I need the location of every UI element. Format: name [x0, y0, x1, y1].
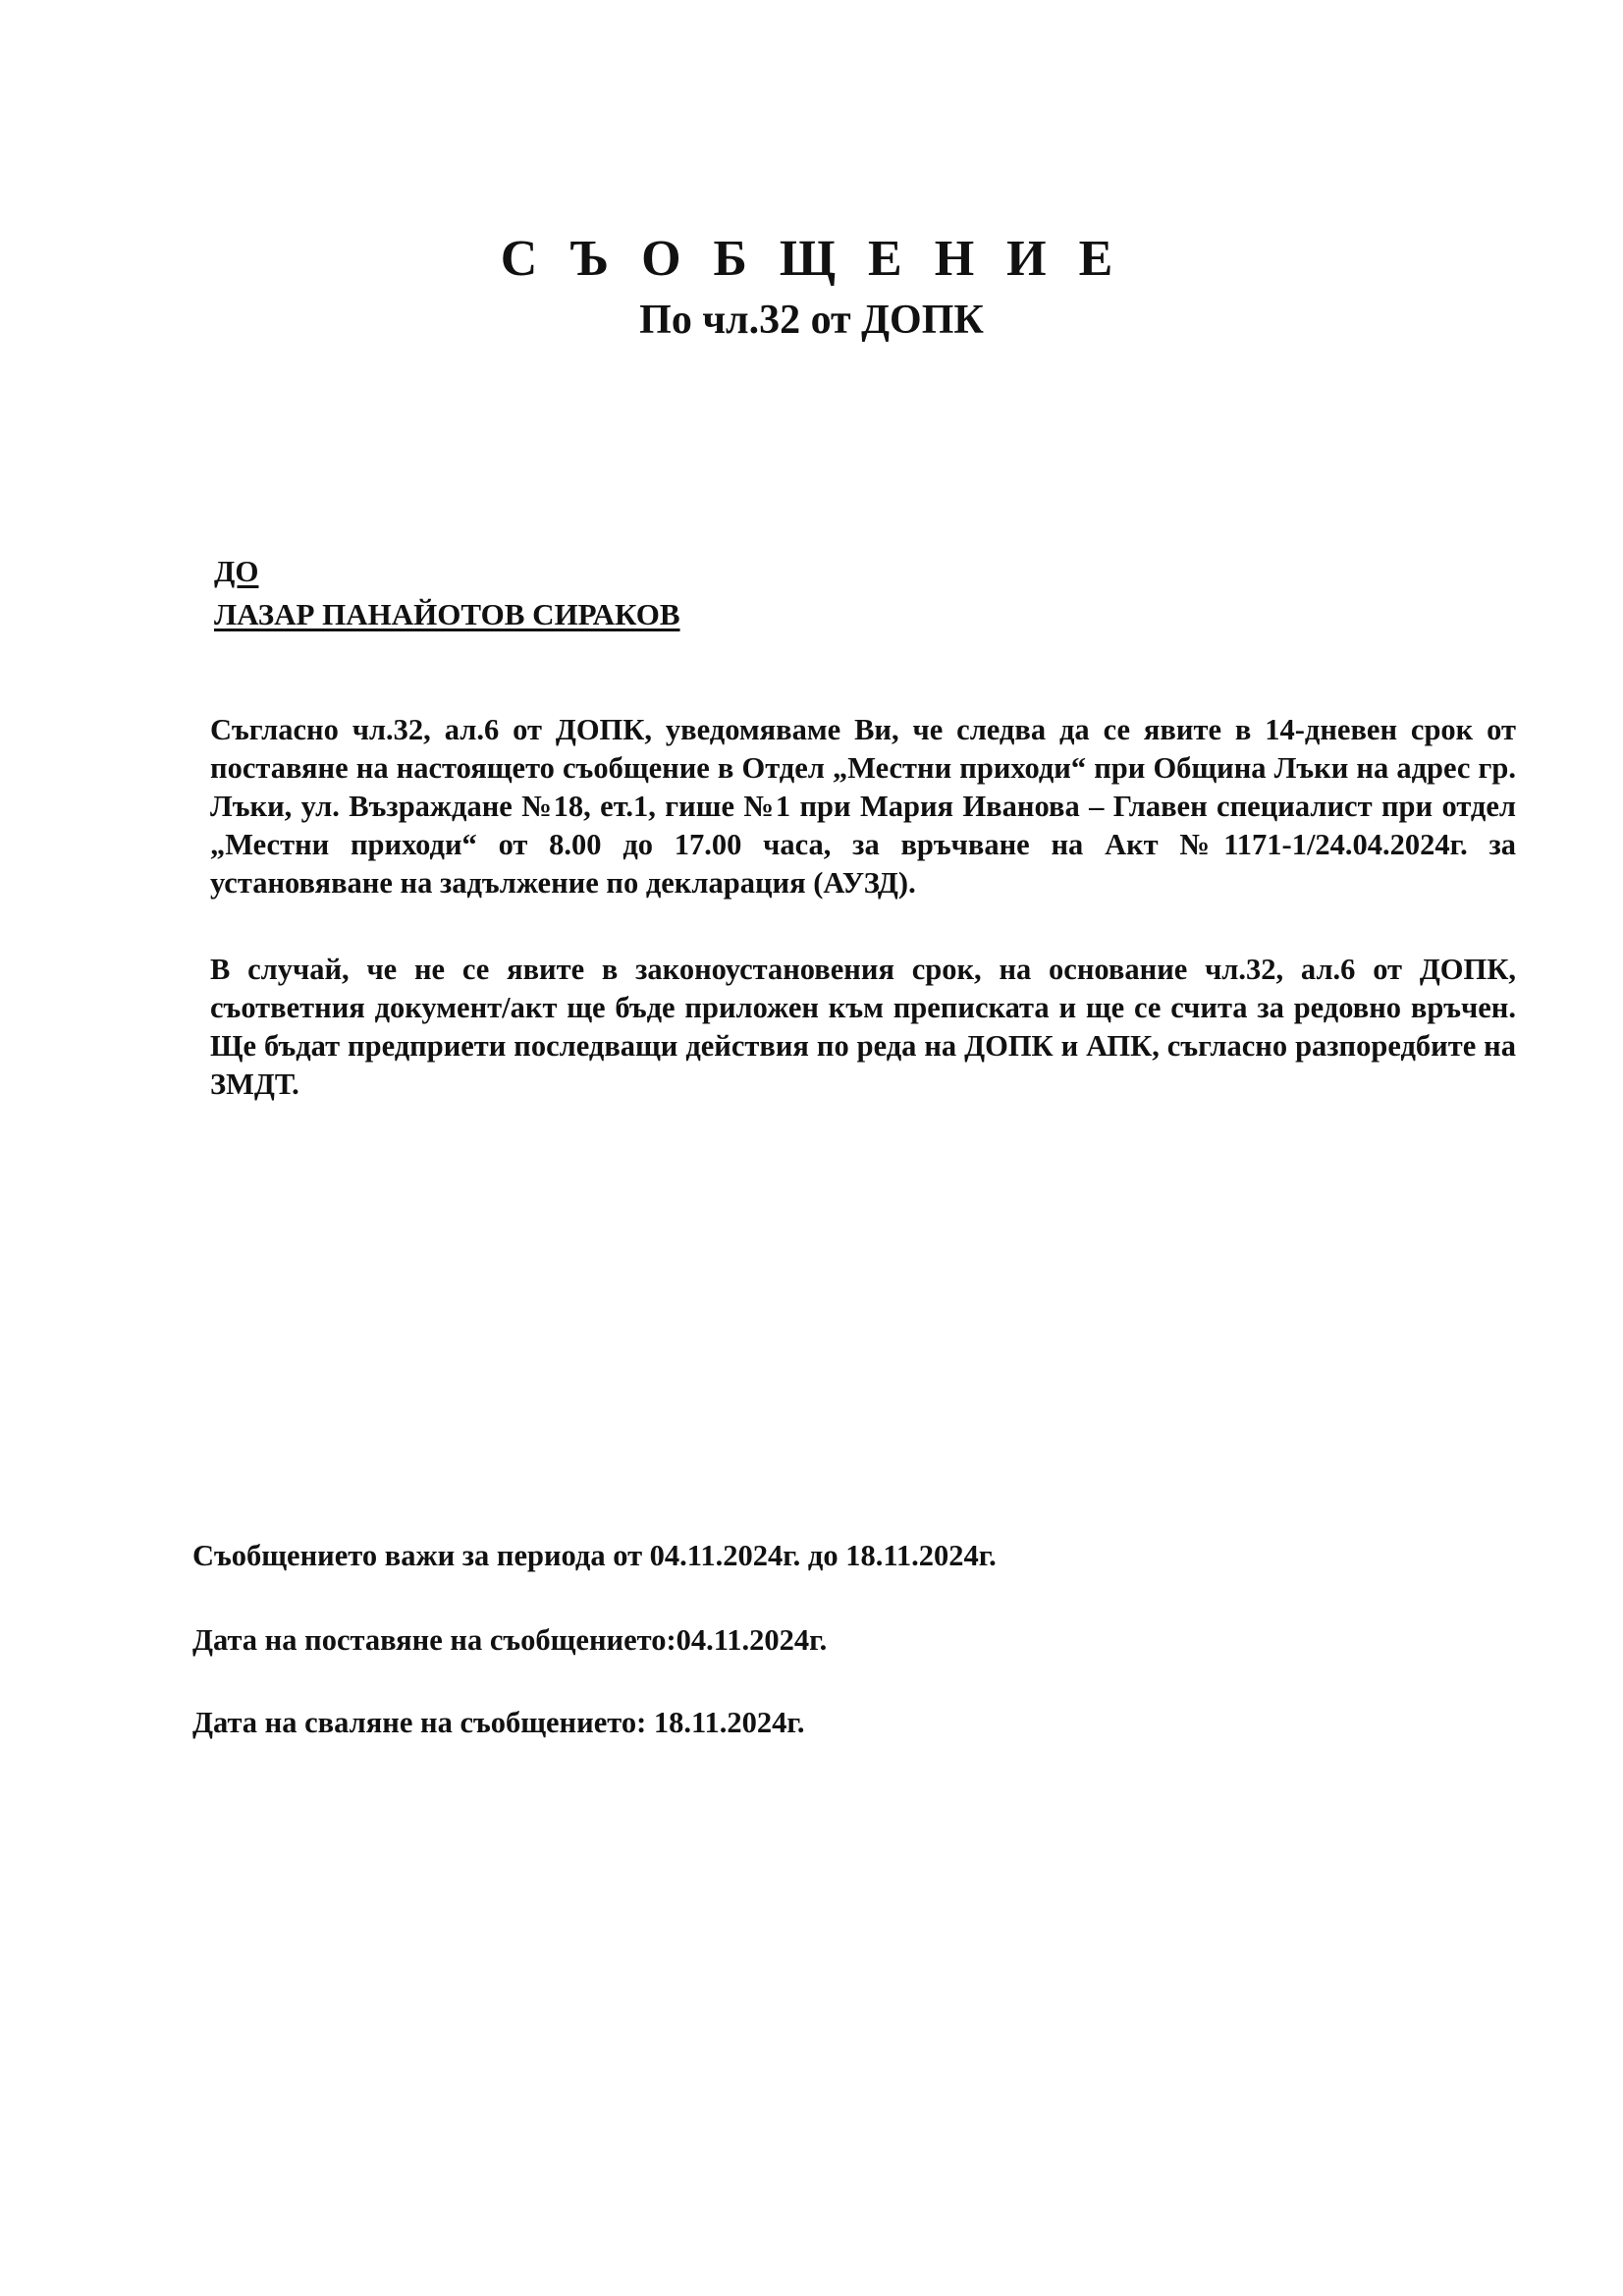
removal-date: Дата на сваляне на съобщението: 18.11.2024г.	[192, 1706, 805, 1739]
recipient-to-label: ДО	[214, 554, 259, 588]
recipient-name: ЛАЗАР ПАНАЙОТОВ СИРАКОВ	[214, 597, 680, 631]
posted-date: Дата на поставяне на съобщението:04.11.2024г.	[192, 1623, 828, 1657]
document-subtitle: По чл.32 от ДОПК	[639, 298, 984, 343]
recipient-block	[214, 550, 680, 636]
document-title: С Ъ О Б Щ Е Н И Е	[500, 231, 1123, 287]
notice-paragraph-1: Съгласно чл.32, ал.6 от ДОПК, уведомяваме Ви, че следва да се явите в 14-дневен срок от поставяне на настоящето съобщение в Отдел „Местни приходи“ при Община Лъки на адрес гр. Лъки, ул. Възраждане №18, ет.1, гише №1 при Мария Иванова – Главен специалист при отдел „Местни приходи“ от 8.00 до 17.00 часа, за връчване на Акт №1171-1/24.04.2024г. за установяване на задължение по декларация (АУЗД).	[210, 713, 1516, 900]
validity-period: Съобщението важи за периода от 04.11.2024г. до 18.11.2024г.	[192, 1539, 997, 1572]
notice-paragraph-2: В случай, че не се явите в законоустановения срок, на основание чл.32, ал.6 от ДОПК, съответния документ/акт ще бъде приложен към преписката и ще се счита за редовно връчен. Ще бъдат предприети последващи действия по реда на ДОПК и АПК, съгласно разпоредбите на ЗМДТ.	[210, 953, 1516, 1101]
